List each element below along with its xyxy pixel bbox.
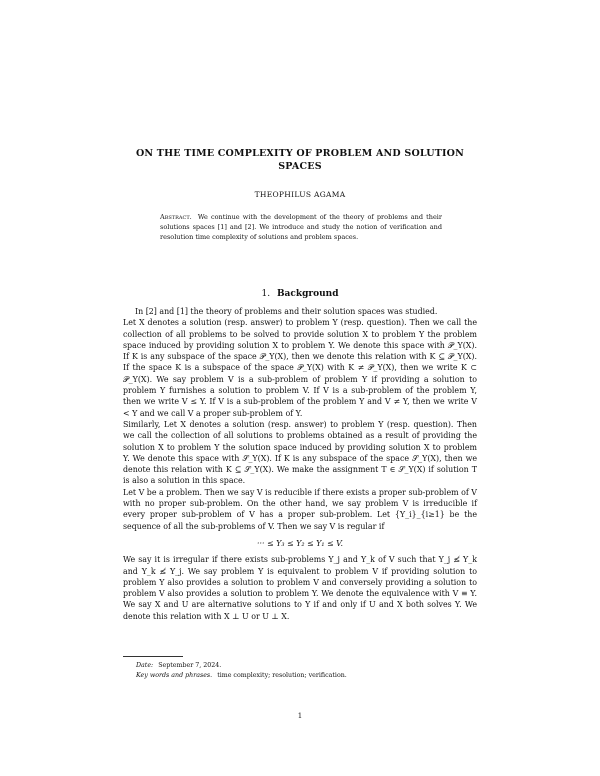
abstract bbox=[160, 212, 442, 242]
section-number: 1. bbox=[261, 289, 271, 299]
footnote-date bbox=[136, 661, 476, 670]
paragraph: Let V be a problem. Then we say V is reducible if there exists a proper sub-problem of V with no proper sub-problem. On the other hand, we say problem V is irreducible if every proper sub-problem of V has a proper sub-problem. Let {Y_i}_{i≥1} be the sequence of all the sub-problems of V. Then we say V is regular if bbox=[123, 487, 477, 531]
footnote-rule bbox=[123, 656, 183, 657]
section-heading bbox=[0, 289, 600, 299]
paragraph: Similarly, Let X denotes a solution (resp. answer) to problem Y (resp. question). Then we call the collection of all solutions to problems obtained as a result of providing the solution X to problem Y the solution space induced by providing solution X to problem Y. We denote this space with 𝒮_Y(X). If K is any subspace of the space 𝒮_Y(X), then we denote this relation with K ⊆ 𝒮_Y(X). We make the assignment T ∈ 𝒮_Y(X) if solution T is also a solution in this space. bbox=[123, 419, 477, 486]
keywords-label: Key words and phrases. bbox=[136, 672, 213, 679]
paragraph: In [2] and [1] the theory of problems and their solution spaces was studied. bbox=[135, 307, 438, 316]
paper-title: ON THE TIME COMPLEXITY OF PROBLEM AND SOLUTION SPACES bbox=[135, 148, 465, 172]
footnote-keywords bbox=[136, 671, 476, 680]
abstract-label: Abstract. bbox=[160, 213, 192, 221]
date-value: September 7, 2024. bbox=[158, 662, 222, 669]
author-name: THEOPHILUS AGAMA bbox=[254, 190, 346, 199]
abstract-text: We continue with the development of the theory of problems and their solutions spaces [1] and [2]. We introduce and study the notion of verification and resolution time complexity of solutions and problem spaces. bbox=[160, 213, 442, 241]
display-formula: ··· ≤ Y₃ ≤ Y₂ ≤ Y₁ ≤ V. bbox=[257, 538, 343, 548]
page-number: 1 bbox=[297, 712, 303, 720]
keywords-value: time complexity; resolution; verification. bbox=[217, 672, 347, 679]
paragraph: Let X denotes a solution (resp. answer) to problem Y (resp. question). Then we call the collection of all problems to be solved to provide solution X to problem Y the problem space induced by providing solution X to problem Y. We denote this space with 𝒫_Y(X). If K is any subspace of the space 𝒫_Y(X), then we denote this relation with K ⊆ 𝒫_Y(X). If the space K is a subspace of the space 𝒫_Y(X) with K ≠ 𝒫_Y(X), then we write K ⊂ 𝒫_Y(X). We say problem V is a sub-problem of problem Y if providing a solution to problem Y furnishes a solution to problem V. If V is a sub-problem of the problem Y, then we write V ≤ Y. If V is a sub-problem of the problem Y and V ≠ Y, then we write V < Y and we call V a proper sub-problem of Y. bbox=[123, 318, 477, 418]
paragraph: We say it is irregular if there exists sub-problems Y_j and Y_k of V such that Y_j ≰ Y_k and Y_k ≰ Y_j. We say problem Y is equivalent to problem V if providing solution to problem Y also provides a solution to problem V and conversely providing a solution to problem V also provides a solution to problem Y. We denote the equivalence with V ≡ Y. We say X and U are alternative solutions to Y if and only if U and X both solves Y. We denote this relation with X ⊥ U or U ⊥ X. bbox=[123, 555, 477, 621]
date-label: Date: bbox=[136, 662, 154, 669]
section-body bbox=[123, 306, 477, 622]
section-title: Background bbox=[276, 289, 339, 299]
